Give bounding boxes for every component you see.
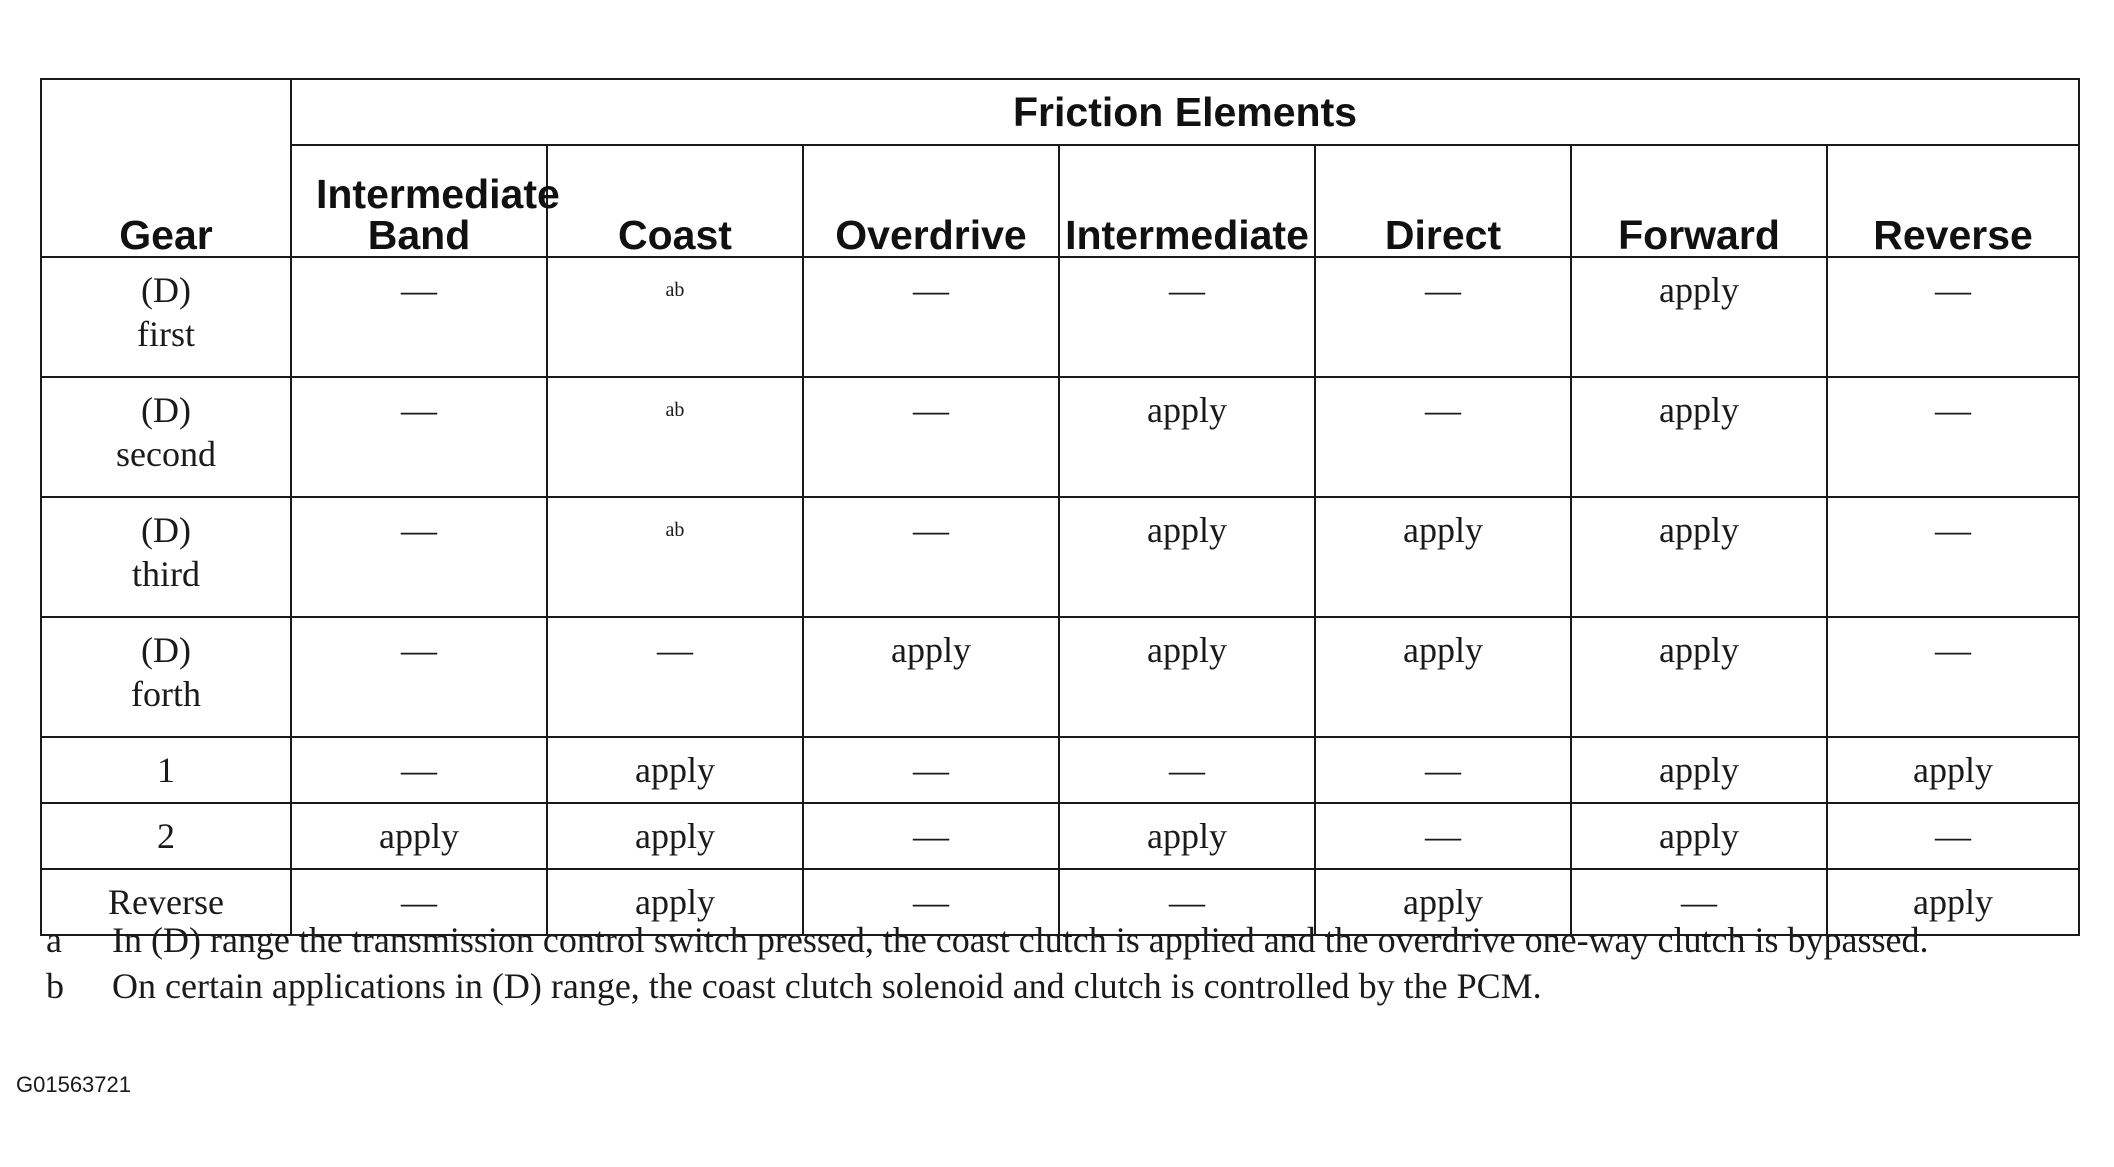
table-cell: apply: [1571, 377, 1827, 497]
table-cell: —: [291, 737, 547, 803]
table-cell: —: [1827, 803, 2079, 869]
table-cell: apply: [1571, 803, 1827, 869]
footnote-key: a: [46, 920, 62, 960]
footnote-ref-cell: ab: [547, 257, 803, 377]
gear-cell: [41, 257, 291, 377]
table-cell: apply: [1827, 737, 2079, 803]
table-cell: apply: [1827, 869, 2079, 935]
footnote-a: [46, 918, 2056, 962]
table-cell: apply: [1571, 737, 1827, 803]
table-cell: —: [547, 617, 803, 737]
table-cell: —: [1315, 257, 1571, 377]
table-cell: apply: [1571, 257, 1827, 377]
gear-range: (D): [141, 630, 191, 670]
table-cell: —: [803, 377, 1059, 497]
table-cell: —: [291, 617, 547, 737]
column-header-forward: Forward: [1571, 145, 1827, 257]
table-row: [41, 737, 2079, 803]
table-cell: —: [1059, 869, 1315, 935]
column-header-intermediate-band: [291, 145, 560, 258]
column-header-line-2: Band: [367, 212, 471, 258]
table-cell: —: [1059, 257, 1315, 377]
friction-elements-header: Friction Elements: [291, 79, 2079, 145]
table-cell: apply: [1059, 377, 1315, 497]
gear-cell: 1: [41, 737, 291, 803]
column-header-intermediate: Intermediate: [1059, 145, 1315, 257]
table-row: [41, 257, 2079, 377]
table-row: [41, 377, 2079, 497]
footnote-key: b: [46, 966, 64, 1006]
table-row: [41, 617, 2079, 737]
gear-label: second: [116, 434, 216, 474]
friction-elements-table: [40, 78, 2080, 936]
table-cell: —: [1827, 377, 2079, 497]
gear-cell: [41, 497, 291, 617]
table-cell: apply: [1571, 617, 1827, 737]
table-row: [41, 803, 2079, 869]
table-cell: —: [803, 497, 1059, 617]
table-cell: —: [1827, 257, 2079, 377]
table-cell: —: [1571, 869, 1827, 935]
footnotes: [46, 918, 2056, 1010]
table-cell: apply: [547, 737, 803, 803]
footnote-ref-cell: ab: [547, 497, 803, 617]
table-cell: —: [291, 377, 547, 497]
footnote-text: On certain applications in (D) range, the coast clutch solenoid and clutch is controlled by the PCM.: [112, 966, 1542, 1006]
table-cell: —: [803, 803, 1059, 869]
table-cell: —: [1315, 803, 1571, 869]
table-cell: —: [291, 497, 547, 617]
table-cell: apply: [1315, 617, 1571, 737]
figure-reference-code: G01563721: [16, 1072, 131, 1097]
table-cell: —: [1827, 617, 2079, 737]
gear-label: forth: [131, 674, 201, 714]
gear-cell: Reverse: [41, 869, 291, 935]
table-cell: —: [1315, 737, 1571, 803]
table-cell: —: [291, 869, 547, 935]
table-cell: —: [291, 257, 547, 377]
gear-cell: [41, 377, 291, 497]
table-cell: apply: [1315, 497, 1571, 617]
column-header-reverse: Reverse: [1827, 145, 2079, 257]
footnote-ref-cell: ab: [547, 377, 803, 497]
table-cell: —: [803, 737, 1059, 803]
gear-column-header: Gear: [41, 79, 291, 257]
gear-cell: 2: [41, 803, 291, 869]
table-cell: —: [803, 869, 1059, 935]
gear-range: (D): [141, 390, 191, 430]
table-cell: apply: [803, 617, 1059, 737]
table-cell: —: [1315, 377, 1571, 497]
table-cell: apply: [547, 869, 803, 935]
table-cell: —: [803, 257, 1059, 377]
column-header-line-1: Intermediate: [316, 171, 560, 217]
column-header-direct: Direct: [1315, 145, 1571, 257]
gear-cell: [41, 617, 291, 737]
table-cell: apply: [1571, 497, 1827, 617]
group-header-row: [41, 79, 2079, 145]
column-header-coast: Coast: [547, 145, 803, 257]
gear-label: first: [137, 314, 195, 354]
table-cell: apply: [1315, 869, 1571, 935]
gear-range: (D): [141, 510, 191, 550]
table-cell: —: [1059, 737, 1315, 803]
column-header-overdrive: Overdrive: [803, 145, 1059, 257]
table-row: [41, 497, 2079, 617]
table-cell: apply: [291, 803, 547, 869]
table-cell: apply: [1059, 803, 1315, 869]
table-cell: apply: [1059, 617, 1315, 737]
footnote-text: In (D) range the transmission control switch pressed, the coast clutch is applied and the overdrive one-way clutch is bypassed.: [112, 920, 1929, 960]
table-cell: apply: [547, 803, 803, 869]
column-header-row: [41, 145, 2079, 257]
footnote-b: [46, 964, 2056, 1008]
table-cell: apply: [1059, 497, 1315, 617]
gear-range: (D): [141, 270, 191, 310]
gear-label: third: [132, 554, 200, 594]
table-cell: —: [1827, 497, 2079, 617]
